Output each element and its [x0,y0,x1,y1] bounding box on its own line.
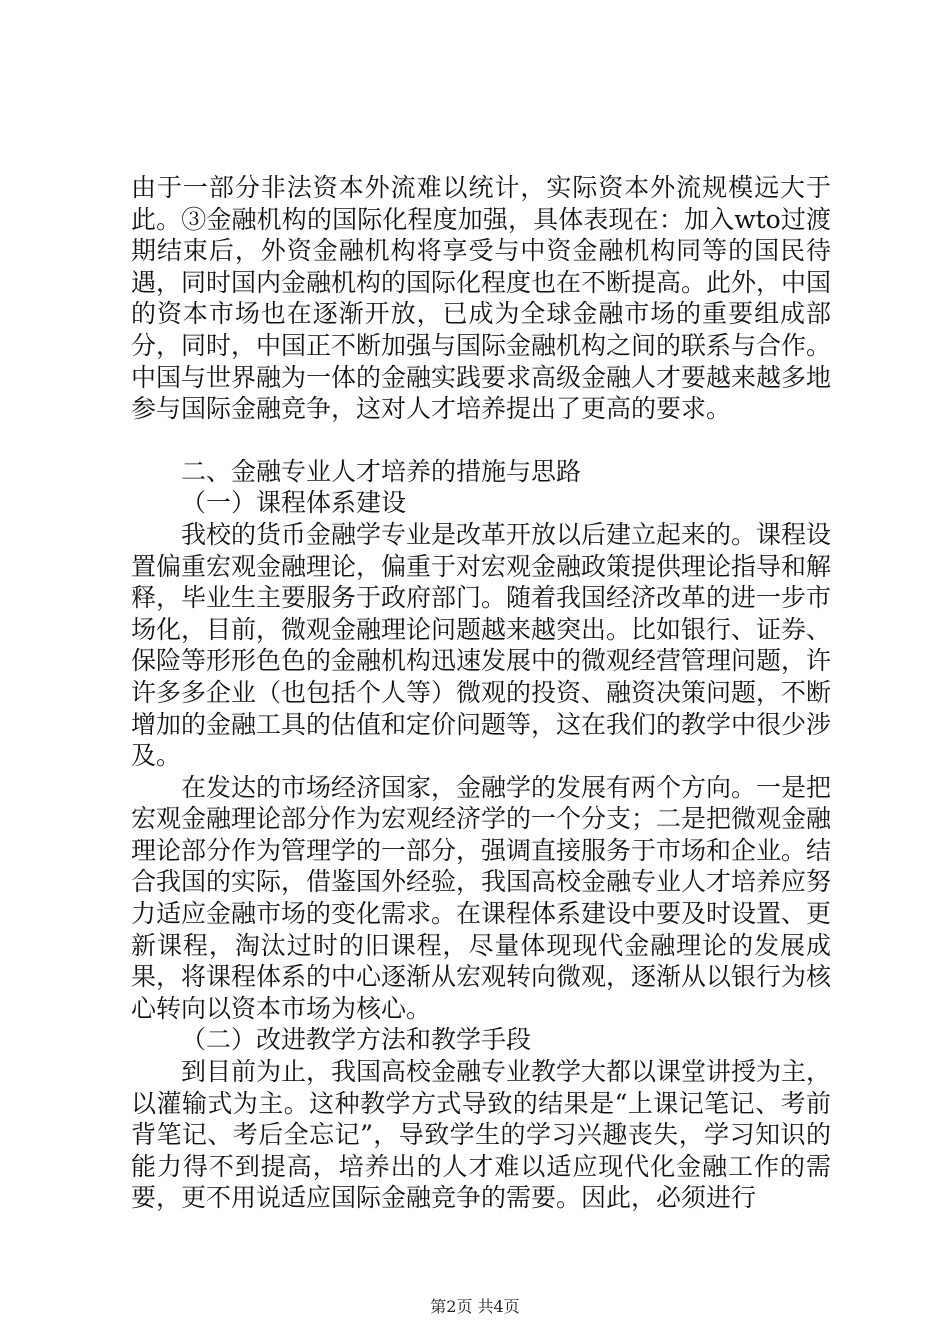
subsection-heading-curriculum: （一）课程体系建设 [181,488,407,518]
paragraph-teaching-methods: 到目前为止，我国高校金融专业教学大都以课堂讲授为主，以灌输式为主。这种教学方式导致的结果是“上课记笔记、考前背笔记、考后全忘记”，导致学生的学习兴趣丧失，学习知识的能力得不到提高，培养出的人才难以适应现代化金融工作的需要，更不用说适应国际金融竞争的需要。因此，必须进行 [131,1057,832,1213]
section-heading: 二、金融专业人才培养的措施与思路 [181,456,582,486]
paragraph-curriculum: 我校的货币金融学专业是改革开放以后建立起来的。课程设置偏重宏观金融理论，偏重于对宏观金融政策提供理论指导和解释，毕业生主要服务于政府部门。随着我国经济改革的进一步市场化，目前，微观金融理论问题越来越突出。比如银行、证券、保险等形形色色的金融机构迅速发展中的微观经营管理问题，许许多多企业（也包括个人等）微观的投资、融资决策问题，不断增加的金融工具的估值和定价问题等，这在我们的教学中很少涉及。 [131,519,832,771]
paragraph-developed-markets: 在发达的市场经济国家，金融学的发展有两个方向。一是把宏观金融理论部分作为宏观经济学的一个分支；二是把微观金融理论部分作为管理学的一部分，强调直接服务于市场和企业。结合我国的实际，借鉴国外经验，我国高校金融专业人才培养应努力适应金融市场的变化需求。在课程体系建设中要及时设置、更新课程，淘汰过时的旧课程，尽量体现现代金融理论的发展成果，将课程体系的中心逐渐从宏观转向微观，逐渐从以银行为核心转向以资本市场为核心。 [131,772,832,1023]
subsection-heading-teaching-methods: （二）改进教学方法和教学手段 [181,1025,532,1055]
paragraph-continuation: 由于一部分非法资本外流难以统计，实际资本外流规模远大于此。③金融机构的国际化程度加强，具体表现在：加入wto过渡期结束后，外资金融机构将享受与中资金融机构同等的国民待遇，同时国内金融机构的国际化程度也在不断提高。此外，中国的资本市场也在逐渐开放，已成为全球金融市场的重要组成部分，同时，中国正不断加强与国际金融机构之间的联系与合作。中国与世界融为一体的金融实践要求高级金融人才要越来越多地参与国际金融竞争，这对人才培养提出了更高的要求。 [131,173,832,424]
document-body [131,172,831,1214]
page-footer: 第2页 共4页 [430,1297,520,1316]
paragraph-gap [131,425,831,456]
